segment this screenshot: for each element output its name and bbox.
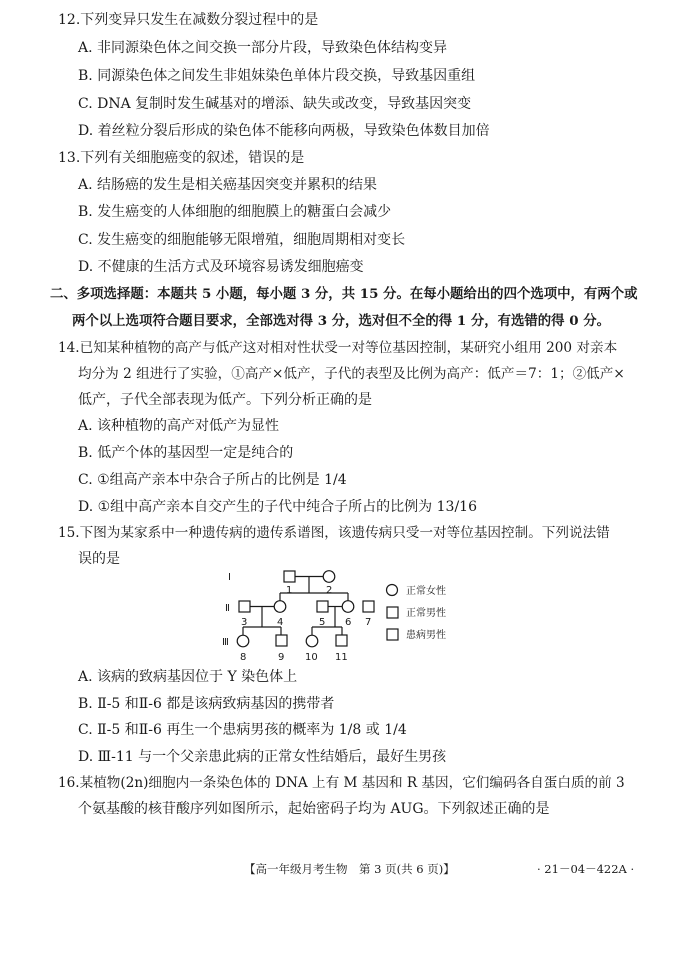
- q15-stem-line2: 误的是: [78, 551, 120, 567]
- pedigree-label-10: 10: [305, 652, 318, 663]
- pedigree-label-8: 8: [240, 652, 247, 663]
- pedigree-individual-9: [276, 635, 287, 646]
- q16-stem-line1: 16.某植物(2n)细胞内一条染色体的 DNA 上有 M 基因和 R 基因，它们编码各自蛋白质的前 3: [58, 775, 625, 791]
- q14-option-a: A. 该种植物的高产对低产为显性: [78, 418, 280, 434]
- q14-option-c: C. ①组高产亲本中杂合子所占的比例是 1/4: [78, 472, 347, 488]
- pedigree-label-9: 9: [278, 652, 285, 663]
- section2-heading-line2: 两个以上选项符合题目要求，全部选对得 3 分，选对但不全的得 1 分，有选错的得 0 分。: [72, 313, 610, 329]
- pedigree-individual-10: [306, 635, 318, 647]
- pedigree-individual-4: [274, 601, 286, 613]
- page-footer: 【高一年级月考生物 第 3 页(共 6 页)】: [244, 862, 455, 876]
- legend-affected-male-symbol: [387, 629, 398, 640]
- q14-stem-line3: 低产，子代全部表现为低产。下列分析正确的是: [78, 392, 372, 408]
- q12-stem: 12.下列变异只发生在减数分裂过程中的是: [58, 12, 319, 28]
- gen-label-3: Ⅲ: [222, 637, 229, 648]
- section2-heading-line1: 二、多项选择题：本题共 5 小题，每小题 3 分，共 15 分。在每小题给出的四个选项中，有两个或: [50, 286, 638, 302]
- pedigree-label-2: 2: [326, 585, 333, 596]
- legend-normal-male-label: 正常男性: [406, 608, 446, 619]
- gen-label-1: Ⅰ: [228, 572, 231, 583]
- q15-option-d: D. Ⅲ-11 与一个父亲患此病的正常女性结婚后，最好生男孩: [78, 749, 447, 765]
- pedigree-label-11: 11: [335, 652, 348, 663]
- q16-stem-line2: 个氨基酸的核苷酸序列如图所示，起始密码子均为 AUG。下列叙述正确的是: [78, 801, 550, 817]
- legend-affected-male-label: 患病男性: [406, 630, 446, 641]
- pedigree-individual-5: [317, 601, 328, 612]
- legend-normal-male-symbol: [387, 607, 398, 618]
- pedigree-label-4: 4: [277, 617, 284, 628]
- gen-label-2: Ⅱ: [225, 603, 230, 614]
- pedigree-label-5: 5: [319, 617, 326, 628]
- q15-option-c: C. Ⅱ-5 和Ⅱ-6 再生一个患病男孩的概率为 1/8 或 1/4: [78, 722, 407, 738]
- q14-stem-line2: 均分为 2 组进行了实验，①高产×低产，子代的表型及比例为高产：低产＝7：1；②低产×: [78, 366, 625, 382]
- legend-normal-female-symbol: [387, 585, 398, 596]
- q12-option-c: C. DNA 复制时发生碱基对的增添、缺失或改变，导致基因突变: [78, 96, 472, 112]
- pedigree-label-1: 1: [286, 585, 293, 596]
- q13-option-c: C. 发生癌变的细胞能够无限增殖，细胞周期相对变长: [78, 232, 406, 248]
- pedigree-individual-6: [342, 601, 354, 613]
- pedigree-label-6: 6: [345, 617, 352, 628]
- pedigree-individual-3: [239, 601, 250, 612]
- q12-option-a: A. 非同源染色体之间交换一部分片段，导致染色体结构变异: [78, 40, 448, 56]
- pedigree-individual-11: [336, 635, 347, 646]
- q13-option-d: D. 不健康的生活方式及环境容易诱发细胞癌变: [78, 259, 364, 275]
- q14-stem-line1: 14.已知某种植物的高产与低产这对相对性状受一对等位基因控制，某研究小组用 200 对亲本: [58, 340, 618, 356]
- q13-option-a: A. 结肠癌的发生是相关癌基因突变并累积的结果: [78, 177, 378, 193]
- pedigree-individual-2: [323, 571, 335, 583]
- q14-option-b: B. 低产个体的基因型一定是纯合的: [78, 445, 294, 461]
- q15-option-a: A. 该病的致病基因位于 Y 染色体上: [78, 669, 298, 685]
- document-code: · 21－04－422A ·: [537, 862, 635, 876]
- q15-option-b: B. Ⅱ-5 和Ⅱ-6 都是该病致病基因的携带者: [78, 696, 335, 712]
- q13-option-b: B. 发生癌变的人体细胞的细胞膜上的糖蛋白会减少: [78, 204, 392, 220]
- legend-normal-female-label: 正常女性: [406, 586, 446, 597]
- q15-stem-line1: 15.下图为某家系中一种遗传病的遗传系谱图，该遗传病只受一对等位基因控制。下列说法错: [58, 525, 610, 541]
- pedigree-label-3: 3: [241, 617, 248, 628]
- q12-option-b: B. 同源染色体之间发生非姐妹染色单体片段交换，导致基因重组: [78, 68, 476, 84]
- pedigree-diagram: [220, 562, 480, 672]
- q12-option-d: D. 着丝粒分裂后形成的染色体不能移向两极，导致染色体数目加倍: [78, 123, 490, 139]
- pedigree-label-7: 7: [365, 617, 372, 628]
- q14-option-d: D. ①组中高产亲本自交产生的子代中纯合子所占的比例为 13/16: [78, 499, 477, 515]
- pedigree-individual-7: [363, 601, 374, 612]
- pedigree-individual-8: [237, 635, 249, 647]
- pedigree-individual-1: [284, 571, 295, 582]
- q13-stem: 13.下列有关细胞癌变的叙述，错误的是: [58, 150, 305, 166]
